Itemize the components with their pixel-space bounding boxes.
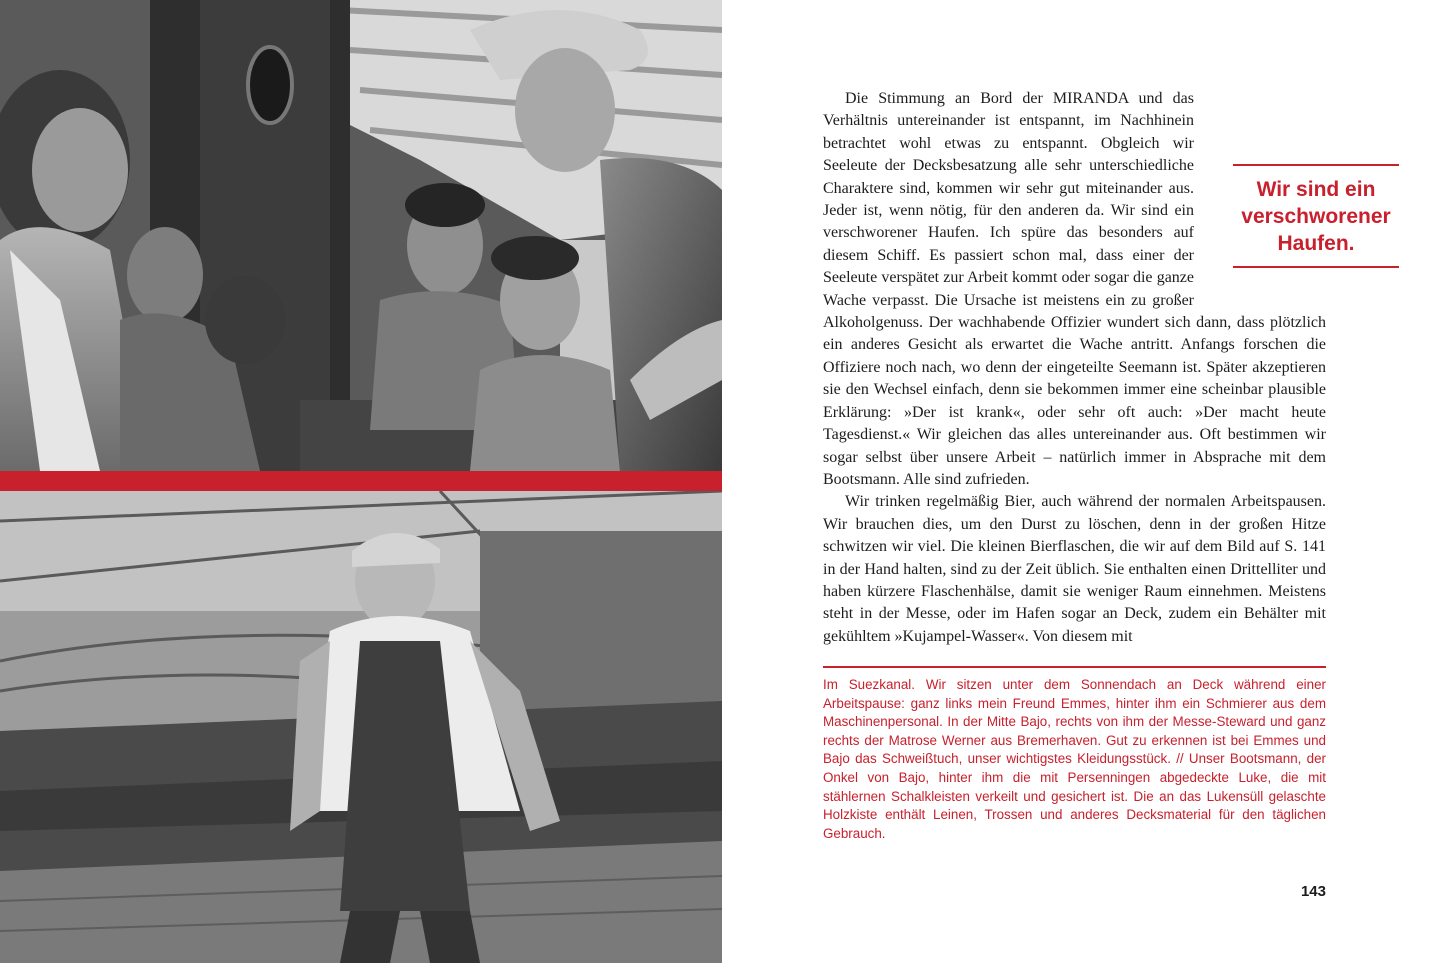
page-number: 143 [1300,883,1326,900]
paragraph: Wir trinken regelmäßig Bier, auch während der normalen Arbeitspausen. Wir brauchen dies, um den Durst zu löschen, denn in der großen Hitze schwitzen wir viel. Die kleinen Bierflaschen, die wir auf dem Bild auf S. 141 in der Hand halten, sind zu der Zeit üblich. Sie enthalten einen Drittelliter und haben kürzere Flaschenhälse, damit sie weniger Raum einnehmen. Meistens steht in der Messe, oder im Hafen sogar an Deck, zudem ein Behälter mit gekühltem »Kujampel-Wasser«. Von diesem mit [823,493,1326,645]
photo-crew-on-deck [0,0,722,471]
pull-quote: Wir sind ein verschworener Haufen. [1233,164,1399,268]
caption-divider [823,666,1326,668]
paragraph: Die Stimmung an Bord der MIRANDA und das Verhältnis untereinander ist entspannt, im Nachhinein betrachtet wohl etwas zu entspannt. Obgleich wir Seeleute der Decksbesatzung alle sehr unterschiedliche Charaktere sind, kommen wir sehr gut miteinander aus. Jeder ist, wenn nötig, für den anderen da. Wir sind ein verschworener Haufen. Ich spüre das besonders auf diesem Schiff. Es passiert schon mal, dass einer der Seeleute verspätet zur Arbeit kommt oder sogar die ganze Wache verpasst. Die Ursache ist meistens ein zu großer Alkoholgenuss. Der wachhabende Offizier wundert sich dann, dass plötzlich ein anderes Gesicht als erwartet die Wache antritt. Anfangs forschen die Offiziere noch nach, wo denn der eingeteilte Seemann ist. Später akzeptieren sie den Wechsel einfach, denn sie bekommen immer eine scheinbar plausible Erklärung: »Der ist krank«, oder sehr oft auch: »Der macht heute Tagesdienst.« Wir gleichen das alles untereinander aus. Oft bestimmen wir sogar selbst über unsere Arbeit – natürlich immer in Absprache mit dem Bootsmann. Alle sind zufrieden. [823,90,1326,488]
photo-boatswain [0,491,722,963]
photo-caption: Im Suezkanal. Wir sitzen unter dem Sonnendach an Deck während einer Arbeitspause: ganz links mein Freund Emmes, hinter ihm ein Schmierer aus dem Maschinenpersonal. In der Mitte Bajo, rechts von ihm der Messe-Steward und ganz rechts der Matrose Werner aus Bremerhaven. Gut zu erkennen ist bei Emmes und Bajo das Schweißtuch, unser wichtigstes Kleidungsstück. // Unser Bootsmann, der Onkel von Bajo, hinter ihm die mit Persenningen abgedeckte Luke, die mit stählernen Schalkleisten verkeilt und gesichert ist. Die an das Lukensüll gelaschte Holzkiste enthält Leinen, Trossen und anderes Decksmaterial für den täglichen Gebrauch. [823,677,1326,841]
red-divider-band [0,471,722,491]
